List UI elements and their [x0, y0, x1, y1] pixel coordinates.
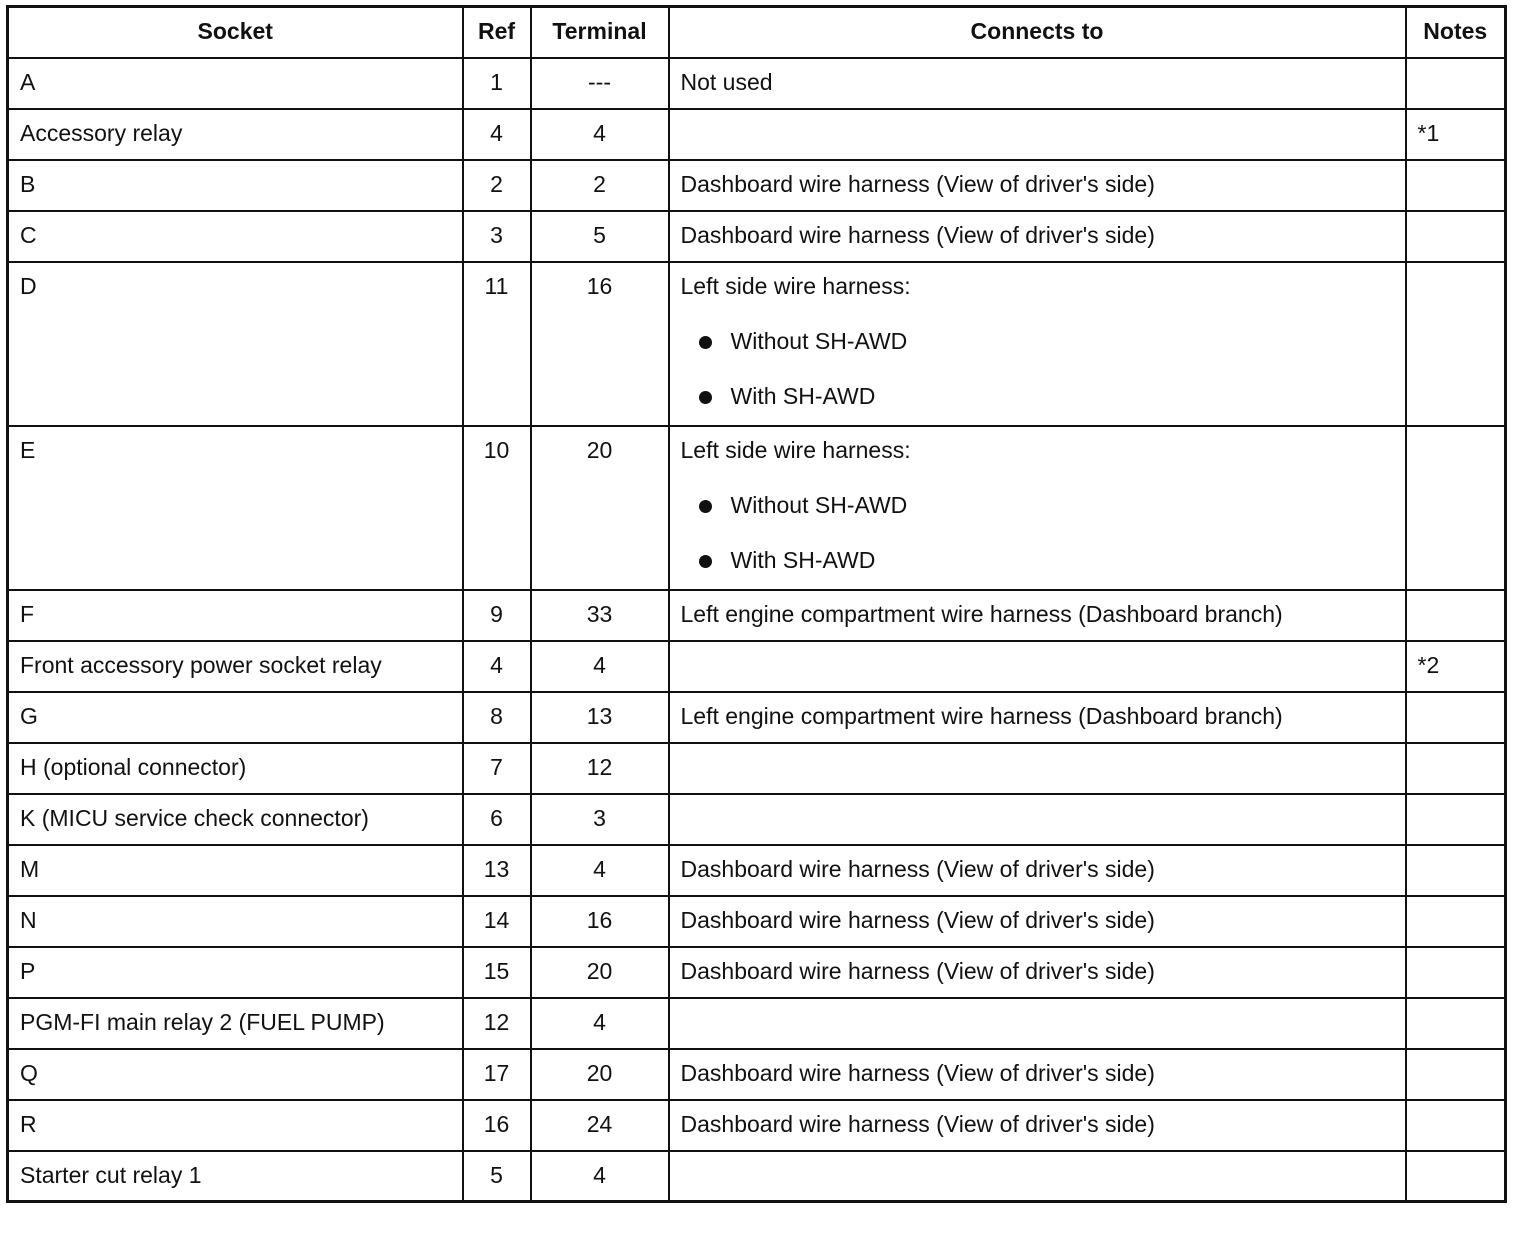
- socket-cell: PGM-FI main relay 2 (FUEL PUMP): [8, 998, 463, 1049]
- ref-cell: 3: [463, 211, 531, 262]
- table-row: [8, 262, 1506, 426]
- ref-cell: 13: [463, 845, 531, 896]
- variant-list: [681, 492, 1405, 574]
- socket-cell: P: [8, 947, 463, 998]
- socket-cell: E: [8, 426, 463, 590]
- table-row: [8, 109, 1506, 160]
- variant-list: [681, 328, 1405, 410]
- socket-cell: G: [8, 692, 463, 743]
- socket-cell: F: [8, 590, 463, 641]
- terminal-cell: 4: [531, 998, 669, 1049]
- table-row: [8, 590, 1506, 641]
- table-row: [8, 426, 1506, 590]
- terminal-cell: ---: [531, 58, 669, 109]
- variant-label: With SH-AWD: [730, 382, 876, 409]
- notes-cell: [1406, 590, 1506, 641]
- variant-item: [681, 383, 1405, 410]
- socket-cell: Q: [8, 1049, 463, 1100]
- terminal-cell: 3: [531, 794, 669, 845]
- ref-cell: 1: [463, 58, 531, 109]
- connects-to-cell: [669, 641, 1406, 692]
- terminal-cell: 2: [531, 160, 669, 211]
- terminal-cell: 4: [531, 641, 669, 692]
- connects-to-label: Left side wire harness:: [680, 272, 911, 299]
- notes-cell: [1406, 743, 1506, 794]
- notes-cell: [1406, 160, 1506, 211]
- ref-cell: 15: [463, 947, 531, 998]
- ref-cell: 16: [463, 1100, 531, 1151]
- socket-cell: Starter cut relay 1: [8, 1151, 463, 1202]
- notes-cell: [1406, 426, 1506, 590]
- ref-cell: 4: [463, 641, 531, 692]
- terminal-cell: 33: [531, 590, 669, 641]
- header-notes: Notes: [1406, 7, 1506, 58]
- notes-cell: [1406, 998, 1506, 1049]
- connects-to-cell: [669, 1151, 1406, 1202]
- socket-cell: C: [8, 211, 463, 262]
- ref-cell: 14: [463, 896, 531, 947]
- ref-cell: 9: [463, 590, 531, 641]
- table-row: [8, 998, 1506, 1049]
- bullet-icon: [699, 500, 712, 513]
- socket-cell: D: [8, 262, 463, 426]
- connector-table-sheet: [6, 5, 1507, 1203]
- bullet-icon: [699, 336, 712, 349]
- terminal-cell: 13: [531, 692, 669, 743]
- connects-to-cell: Dashboard wire harness (View of driver's side): [669, 896, 1406, 947]
- connects-to-cell: [669, 794, 1406, 845]
- connects-to-cell: Dashboard wire harness (View of driver's side): [669, 845, 1406, 896]
- terminal-cell: 20: [531, 947, 669, 998]
- table-row: [8, 692, 1506, 743]
- notes-cell: [1406, 262, 1506, 426]
- connects-to-cell: Dashboard wire harness (View of driver's side): [669, 947, 1406, 998]
- ref-cell: 10: [463, 426, 531, 590]
- notes-cell: [1406, 896, 1506, 947]
- ref-cell: 8: [463, 692, 531, 743]
- ref-cell: 6: [463, 794, 531, 845]
- notes-cell: [1406, 1100, 1506, 1151]
- bullet-icon: [699, 555, 712, 568]
- connects-to-cell: Dashboard wire harness (View of driver's side): [669, 1100, 1406, 1151]
- socket-cell: Accessory relay: [8, 109, 463, 160]
- notes-cell: [1406, 58, 1506, 109]
- ref-cell: 17: [463, 1049, 531, 1100]
- variant-item: [681, 492, 1405, 519]
- table-row: [8, 58, 1506, 109]
- connects-to-cell: Dashboard wire harness (View of driver's side): [669, 160, 1406, 211]
- terminal-cell: 4: [531, 1151, 669, 1202]
- connects-to-cell: [669, 743, 1406, 794]
- table-row: [8, 1049, 1506, 1100]
- connects-to-cell: Left engine compartment wire harness (Dashboard branch): [669, 590, 1406, 641]
- header-socket: Socket: [8, 7, 463, 58]
- notes-cell: [1406, 1151, 1506, 1202]
- socket-cell: R: [8, 1100, 463, 1151]
- terminal-cell: 16: [531, 896, 669, 947]
- connects-to-cell: [669, 998, 1406, 1049]
- bullet-icon: [699, 391, 712, 404]
- terminal-cell: 24: [531, 1100, 669, 1151]
- connects-to-cell: [669, 426, 1406, 590]
- connects-to-cell: [669, 262, 1406, 426]
- table-row: [8, 641, 1506, 692]
- connects-to-cell: Dashboard wire harness (View of driver's side): [669, 1049, 1406, 1100]
- notes-cell: *1: [1406, 109, 1506, 160]
- header-terminal: Terminal: [531, 7, 669, 58]
- ref-cell: 2: [463, 160, 531, 211]
- connects-to-cell: Dashboard wire harness (View of driver's side): [669, 211, 1406, 262]
- terminal-cell: 20: [531, 426, 669, 590]
- table-row: [8, 211, 1506, 262]
- notes-cell: [1406, 1049, 1506, 1100]
- connects-to-label: Left side wire harness:: [680, 436, 911, 463]
- table-row: [8, 160, 1506, 211]
- variant-label: Without SH-AWD: [730, 327, 908, 354]
- notes-cell: [1406, 211, 1506, 262]
- header-connects-to: Connects to: [669, 7, 1406, 58]
- connects-to-cell: Left engine compartment wire harness (Dashboard branch): [669, 692, 1406, 743]
- terminal-cell: 4: [531, 845, 669, 896]
- notes-cell: [1406, 692, 1506, 743]
- table-body: [8, 58, 1506, 1202]
- table-row: [8, 743, 1506, 794]
- notes-cell: [1406, 947, 1506, 998]
- ref-cell: 5: [463, 1151, 531, 1202]
- variant-label: Without SH-AWD: [730, 491, 908, 518]
- terminal-cell: 16: [531, 262, 669, 426]
- terminal-cell: 4: [531, 109, 669, 160]
- ref-cell: 11: [463, 262, 531, 426]
- socket-cell: K (MICU service check connector): [8, 794, 463, 845]
- variant-item: [681, 328, 1405, 355]
- socket-cell: A: [8, 58, 463, 109]
- notes-cell: [1406, 845, 1506, 896]
- variant-label: With SH-AWD: [730, 546, 876, 573]
- socket-cell: B: [8, 160, 463, 211]
- connects-to-cell: Not used: [669, 58, 1406, 109]
- connects-to-cell: [669, 109, 1406, 160]
- ref-cell: 12: [463, 998, 531, 1049]
- ref-cell: 4: [463, 109, 531, 160]
- socket-cell: N: [8, 896, 463, 947]
- terminal-cell: 12: [531, 743, 669, 794]
- table-row: [8, 845, 1506, 896]
- socket-cell: M: [8, 845, 463, 896]
- table-row: [8, 947, 1506, 998]
- notes-cell: [1406, 794, 1506, 845]
- socket-cell: Front accessory power socket relay: [8, 641, 463, 692]
- table-row: [8, 1100, 1506, 1151]
- header-row: [8, 7, 1506, 58]
- ref-cell: 7: [463, 743, 531, 794]
- terminal-cell: 20: [531, 1049, 669, 1100]
- table-row: [8, 794, 1506, 845]
- variant-item: [681, 547, 1405, 574]
- socket-cell: H (optional connector): [8, 743, 463, 794]
- notes-cell: *2: [1406, 641, 1506, 692]
- terminal-cell: 5: [531, 211, 669, 262]
- table-row: [8, 896, 1506, 947]
- table-header: [8, 7, 1506, 58]
- connector-table: [6, 5, 1507, 1203]
- header-ref: Ref: [463, 7, 531, 58]
- table-row: [8, 1151, 1506, 1202]
